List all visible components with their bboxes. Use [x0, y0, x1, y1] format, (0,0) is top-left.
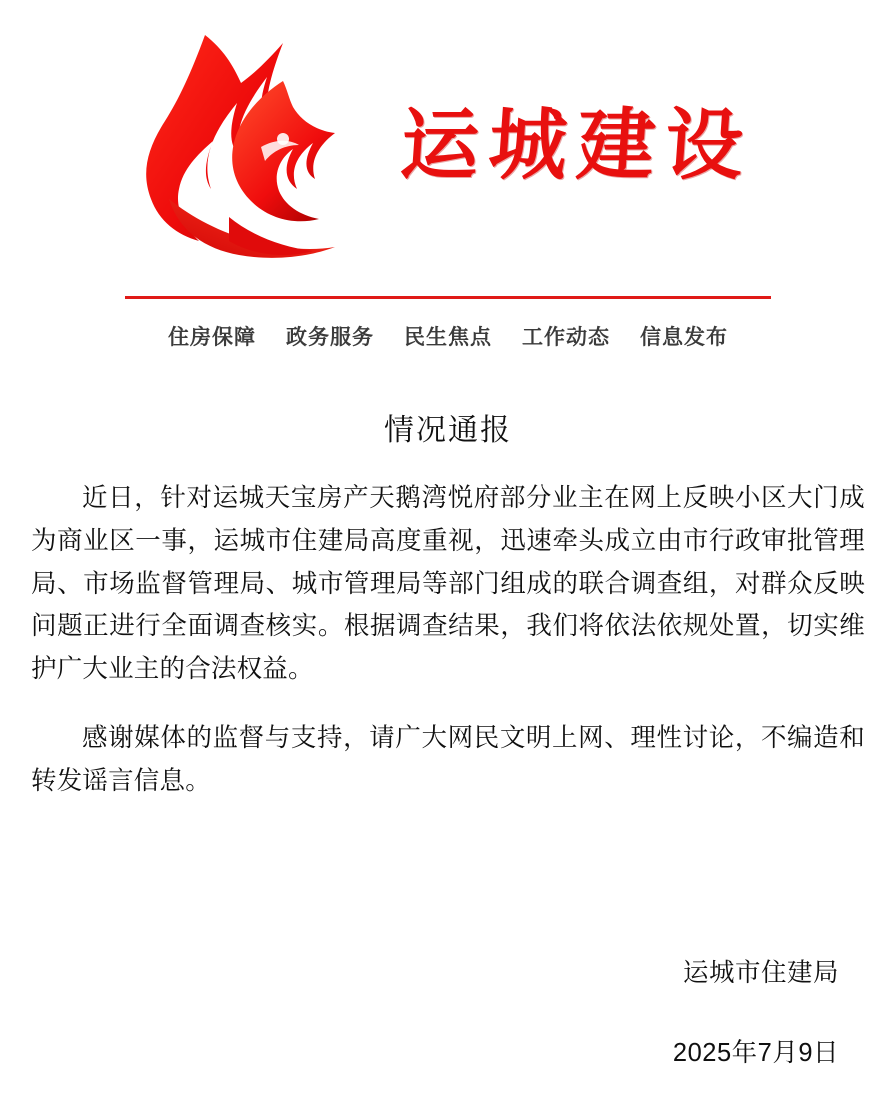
nav-item-information-release[interactable]: 信息发布	[640, 326, 728, 349]
primary-nav[interactable]	[98, 321, 798, 351]
nav-item-livelihood-focus[interactable]: 民生焦点	[404, 326, 492, 349]
signature-date: 2025年7月9日	[672, 1038, 839, 1067]
header-divider	[125, 296, 771, 299]
nav-item-housing-security[interactable]: 住房保障	[168, 326, 256, 349]
nav-item-work-updates[interactable]: 工作动态	[522, 326, 610, 349]
signature-organization: 运城市住建局	[682, 958, 839, 987]
masthead	[0, 0, 896, 292]
masthead-inner	[133, 21, 757, 271]
document-body	[17, 405, 879, 1069]
brand-title: 运城建设	[397, 100, 757, 191]
nav-item-government-services[interactable]: 政务服务	[286, 326, 374, 349]
paragraph-1: 近日，针对运城天宝房产天鹅湾悦府部分业主在网上反映小区大门成为商业区一事，运城市住建局高度重视，迅速牵头成立由市行政审批管理局、市场监督管理局、城市管理局等部门组成的联合调查组，对群众反映问题正进行全面调查核实。根据调查结果，我们将依法依规处置，切实维护广大业主的合法权益。	[31, 484, 865, 684]
page-title: 情况通报	[384, 414, 512, 447]
paragraph-2: 感谢媒体的监督与支持，请广大网民文明上网、理性讨论，不编造和转发谣言信息。	[31, 724, 865, 795]
signature-block	[31, 953, 865, 1069]
flame-phoenix-logo-icon	[133, 21, 383, 271]
